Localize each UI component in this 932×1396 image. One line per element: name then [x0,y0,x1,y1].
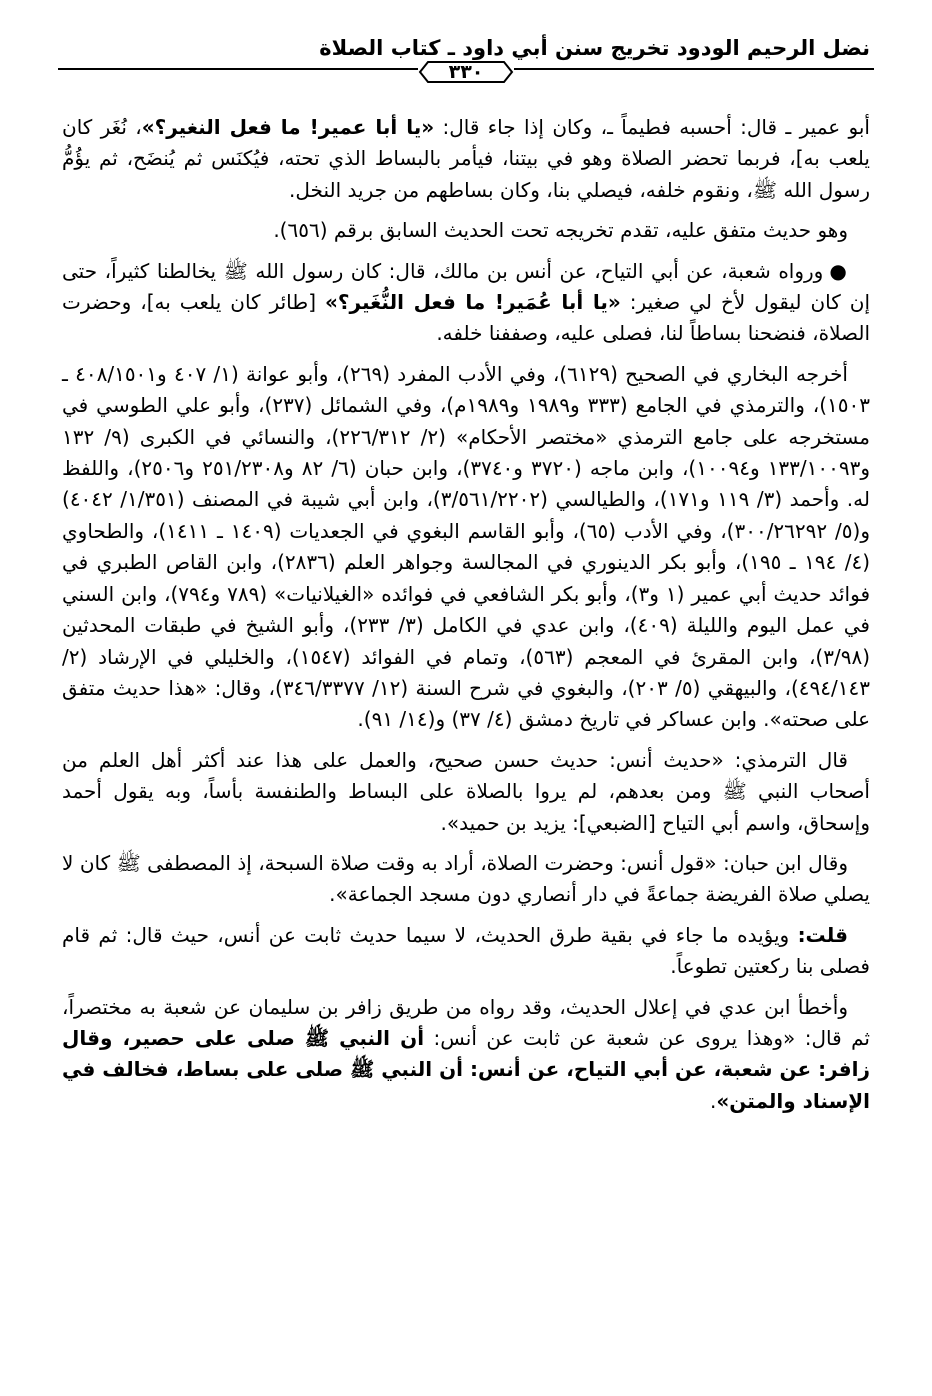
paragraph-2: وهو حديث متفق عليه، تقدم تخريجه تحت الحديث السابق برقم (٦٥٦). [273,218,848,243]
page-body [62,112,870,1126]
paragraph-3 [62,256,870,350]
page-number: ٣٣٠ [448,61,484,83]
paragraph-3-text: ورواه شعبة، عن أبي التياح، عن أنس بن مالك، قال: كان رسول الله ﷺ يخالطنا كثيراً، حتى إن كان ليقول لأخ لي صغير: [62,258,871,315]
paragraph-5-tirmidhi: قال الترمذي: «حديث أنس: حديث حسن صحيح، والعمل على هذا عند أكثر أهل العلم من أصحاب النبي ﷺ ومن بعدهم، لم يروا بالصلاة على البساط والطنفسة بأساً، وبه يقول أحمد وإسحاق، واسم أبي التياح [الضبعي]: يزيد بن حميد». [62,747,870,835]
page-number-badge [418,60,514,84]
running-header: نضل الرحيم الودود تخريج سنن أبي داود ـ كتاب الصلاة [319,36,870,60]
paragraph-8-quote: أن النبي ﷺ صلى على حصير، وقال زافر: عن شعبة، عن أبي التياح، عن أنس: أن النبي ﷺ صلى على بساط، فخالف في الإسناد والمتن» [62,1025,870,1113]
paragraph-6-ibn-hibban: وقال ابن حبان: «قول أنس: وحضرت الصلاة، أراد به وقت صلاة السبحة، إذ المصطفى ﷺ كان لا يصلي صلاة الفريضة جماعةً في دار أنصاري دون مسجد الجماعة». [62,850,870,907]
paragraph-1 [62,112,870,206]
paragraph-3-quote: «يا أبا عُمَير! ما فعل النُّغَير؟» [325,290,621,315]
paragraph-1-cont: ، نُغَر كان يلعب به]، فربما تحضر الصلاة وهو في بيتنا، فيأمر بالبساط الذي تحته، فيُكنَس ثم يُنضَح، ثم يؤُمُّ رسول الله ﷺ، ونقوم خلفه، فيصلي بنا، وكان بساطهم من جريد النخل. [62,115,870,202]
paragraph-7-lead: قلت: [797,922,848,947]
bullet-icon: ● [829,258,848,283]
paragraph-8-end: . [710,1088,717,1113]
paragraph-1-quote: «يا أبا عمير! ما فعل النغير؟» [141,115,435,139]
paragraph-7 [62,920,870,983]
paragraph-1-text: أبو عمير ـ قال: أحسبه فطيماً ـ، وكان إذا جاء قال: [434,115,870,139]
paragraph-8 [62,992,870,1118]
paragraph-7-text: ويؤيده ما جاء في بقية طرق الحديث، لا سيما حديث ثابت عن أنس، حيث قال: ثم قام فصلى بنا ركعتين تطوعاً. [62,922,870,979]
paragraph-3-cont: [طائر كان يلعب به]، وحضرت الصلاة، فنضحنا بساطاً لنا، فصلى عليه، وصففنا خلفه. [62,290,870,346]
paragraph-8-text: وأخطأ ابن عدي في إعلال الحديث، وقد رواه من طريق زافر بن سليمان عن شعبة به مختصراً، ثم قال: «وهذا يروى عن شعبة عن ثابت عن أنس: [62,994,870,1050]
paragraph-4-takhrij: أخرجه البخاري في الصحيح (٦١٢٩)، وفي الأدب المفرد (٢٦٩)، وأبو عوانة (١/ ٤٠٧ و٤٠٨/١٥٠١ ـ ١٥٠٣)، والترمذي في الجامع (٣٣٣ و١٩٨٩ و١٩٨٩م)، وفي الشمائل (٢٣٧)، وأبو علي الطوسي في مستخرجه على جامع الترمذي «مختصر الأحكام» (٢/ ٢٢٦/٣١٢)، والنسائي في الكبرى (٩/ ١٣٢ و١٣٣/١٠٠٩٣ و١٠٠٩٤)، وابن ماجه (٣٧٢٠ و٣٧٤٠)، وابن حبان (٦/ ٨٢ و٢٥١/٢٣٠٨ و٢٥٠٦)، واللفظ له. وأحمد (٣/ ١١٩ و١٧١)، والطيالسي (٣/٥٦١/٢٢٠٢)، وابن أبي شيبة في المصنف (١/٣٥١/ ٤٠٤٢) و(٥/ ٣٠٠/٢٦٢٩٢)، وفي الأدب (٦٥)، وأبو القاسم البغوي في الجعديات (١٤٠٩ ـ ١٤١١)، والطحاوي (٤/ ١٩٤ ـ ١٩٥)، وأبو بكر الدينوري في المجالسة وجواهر العلم (٢٨٣٦)، وابن القاص الطبري في فوائد حديث أبي عمير (١ و٣)، وأبو بكر الشافعي في فوائده «الغيلانيات» (٧٨٩ و٧٩٤)، وابن السني في عمل اليوم والليلة (٤٠٩)، وابن عدي في الكامل (٣/ ٢٣٣)، وأبو الشيخ في طبقات المحدثين (٣/٩٨)، وابن المقرئ في المعجم (٥٦٣)، وتمام في الفوائد (١٥٤٧)، والخليلي في الإرشاد (٢/ ٤٩٤/١٤٣)، والبيهقي (٥/ ٢٠٣)، والبغوي في شرح السنة (١٢/ ٣٤٦/٣٣٧٧)، وقال: «هذا حديث متفق على صحته». وابن عساكر في تاريخ دمشق (٤/ ٣٧) و(١٤/ ٩١). [62,361,871,732]
